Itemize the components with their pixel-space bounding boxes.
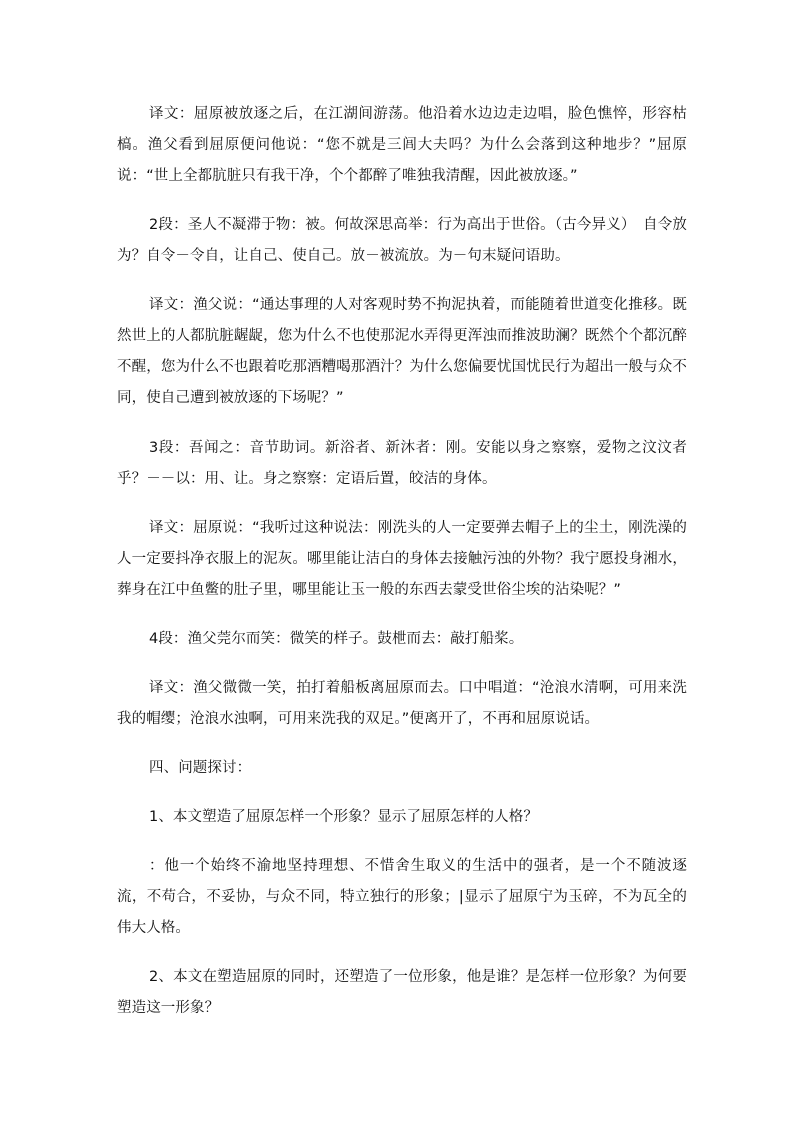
translation-paragraph-1: 译文：屈原被放逐之后，在江湖间游荡。他沿着水边边走边唱，脸色憔悴，形容枯槁。渔父看到屈原便问他说：“您不就是三闾大夫吗？为什么会落到这种地步？”屈原说：“世上全都肮脏只有我干净，个个都醉了唯独我清醒，因此被放逐。” (117, 106, 687, 184)
annotation-paragraph-4: 4段：渔父莞尔而笑：微笑的样子。鼓枻而去：敲打船桨。 (149, 631, 524, 647)
section-heading: 四、问题探讨： (149, 760, 252, 776)
translation-paragraph-4: 译文：渔父微微一笑，拍打着船板离屈原而去。口中唱道：“沧浪水清啊，可用来洗我的帽缨；沧浪水浊啊，可用来洗我的双足。”便离开了，不再和屈原说话。 (117, 680, 687, 727)
translation-paragraph-3: 译文：屈原说：“我听过这种说法：刚洗头的人一定要弹去帽子上的尘土，刚洗澡的人一定要抖净衣服上的泥灰。哪里能让洁白的身体去接触污浊的外物？我宁愿投身湘水，葬身在江中鱼鳖的肚子里，哪里能让玉一般的东西去蒙受世俗尘埃的沾染呢？” (117, 520, 687, 598)
question-2: 2、本文在塑造屈原的同时，还塑造了一位形象，他是谁？是怎样一位形象？为何要塑造这一形象？ (117, 969, 687, 1016)
answer-1: ：他一个始终不渝地坚持理想、不惜舍生取义的生活中的强者，是一个不随波逐流，不苟合，不妥协，与众不同，特立独行的形象；|显示了屈原宁为玉碎，不为瓦全的伟大人格。 (117, 858, 687, 936)
annotation-paragraph-3: 3段：吾闻之：音节助词。新浴者、新沐者：刚。安能以身之察察，爱物之汶汶者乎？－－以：用、让。身之察察：定语后置，皎洁的身体。 (117, 440, 687, 487)
translation-paragraph-2: 译文：渔父说：“通达事理的人对客观时势不拘泥执着，而能随着世道变化推移。既然世上的人都肮脏龌龊，您为什么不也使那泥水弄得更浑浊而推波助澜？既然个个都沉醉不醒，您为什么不也跟着吃那酒糟喝那酒汁？为什么您偏要忧国忧民行为超出一般与众不同，使自己遭到被放逐的下场呢？” (117, 297, 687, 406)
annotation-paragraph-2: 2段：圣人不凝滞于物：被。何故深思高举：行为高出于世俗。（古今异义） 自令放为？自令－令自，让自己、使自己。放－被流放。为－句末疑问语助。 (117, 217, 687, 264)
question-1: 1、本文塑造了屈原怎样一个形象？显示了屈原怎样的人格？ (149, 809, 538, 825)
